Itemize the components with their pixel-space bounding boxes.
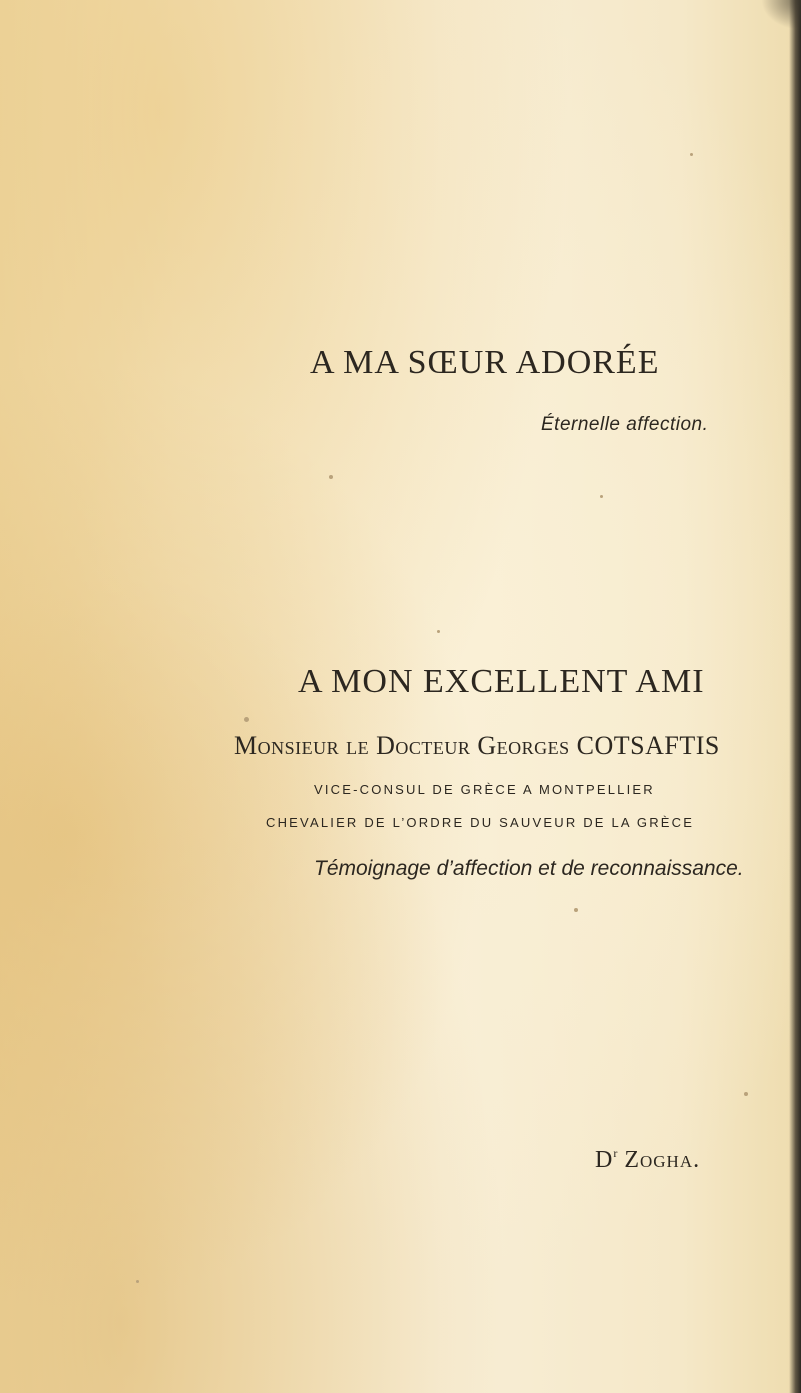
- paper-speck: [744, 1092, 748, 1096]
- paper-speck: [437, 630, 440, 633]
- paper-speck: [244, 717, 249, 722]
- paper-speck: [136, 1280, 139, 1283]
- friend-name: Monsieur le Docteur Georges COTSAFTIS: [234, 731, 720, 760]
- sister-dedication-heading: A MA SŒUR ADORÉE: [310, 344, 660, 381]
- friend-dedication-heading: A MON EXCELLENT AMI: [298, 663, 705, 700]
- paper-speck: [574, 908, 578, 912]
- page-corner-shadow: [761, 0, 801, 30]
- paper-speck: [600, 495, 603, 498]
- signature-name: Zogha.: [624, 1147, 701, 1173]
- paper-speck: [690, 153, 693, 156]
- signature-prefix: D: [595, 1147, 614, 1173]
- paper-speck: [329, 475, 333, 479]
- friend-title-consul: VICE-CONSUL DE GRÈCE A MONTPELLIER: [314, 782, 655, 797]
- friend-title-chevalier: CHEVALIER DE L’ORDRE DU SAUVEUR DE LA GRÈCE: [266, 815, 695, 830]
- friend-dedication-subtitle: Témoignage d’affection et de reconnaissance.: [314, 857, 744, 880]
- sister-dedication-subtitle: Éternelle affection.: [541, 414, 709, 435]
- author-signature: [595, 1146, 700, 1174]
- page-edge-shadow: [789, 0, 801, 1393]
- signature-prefix-sup: r: [613, 1146, 619, 1160]
